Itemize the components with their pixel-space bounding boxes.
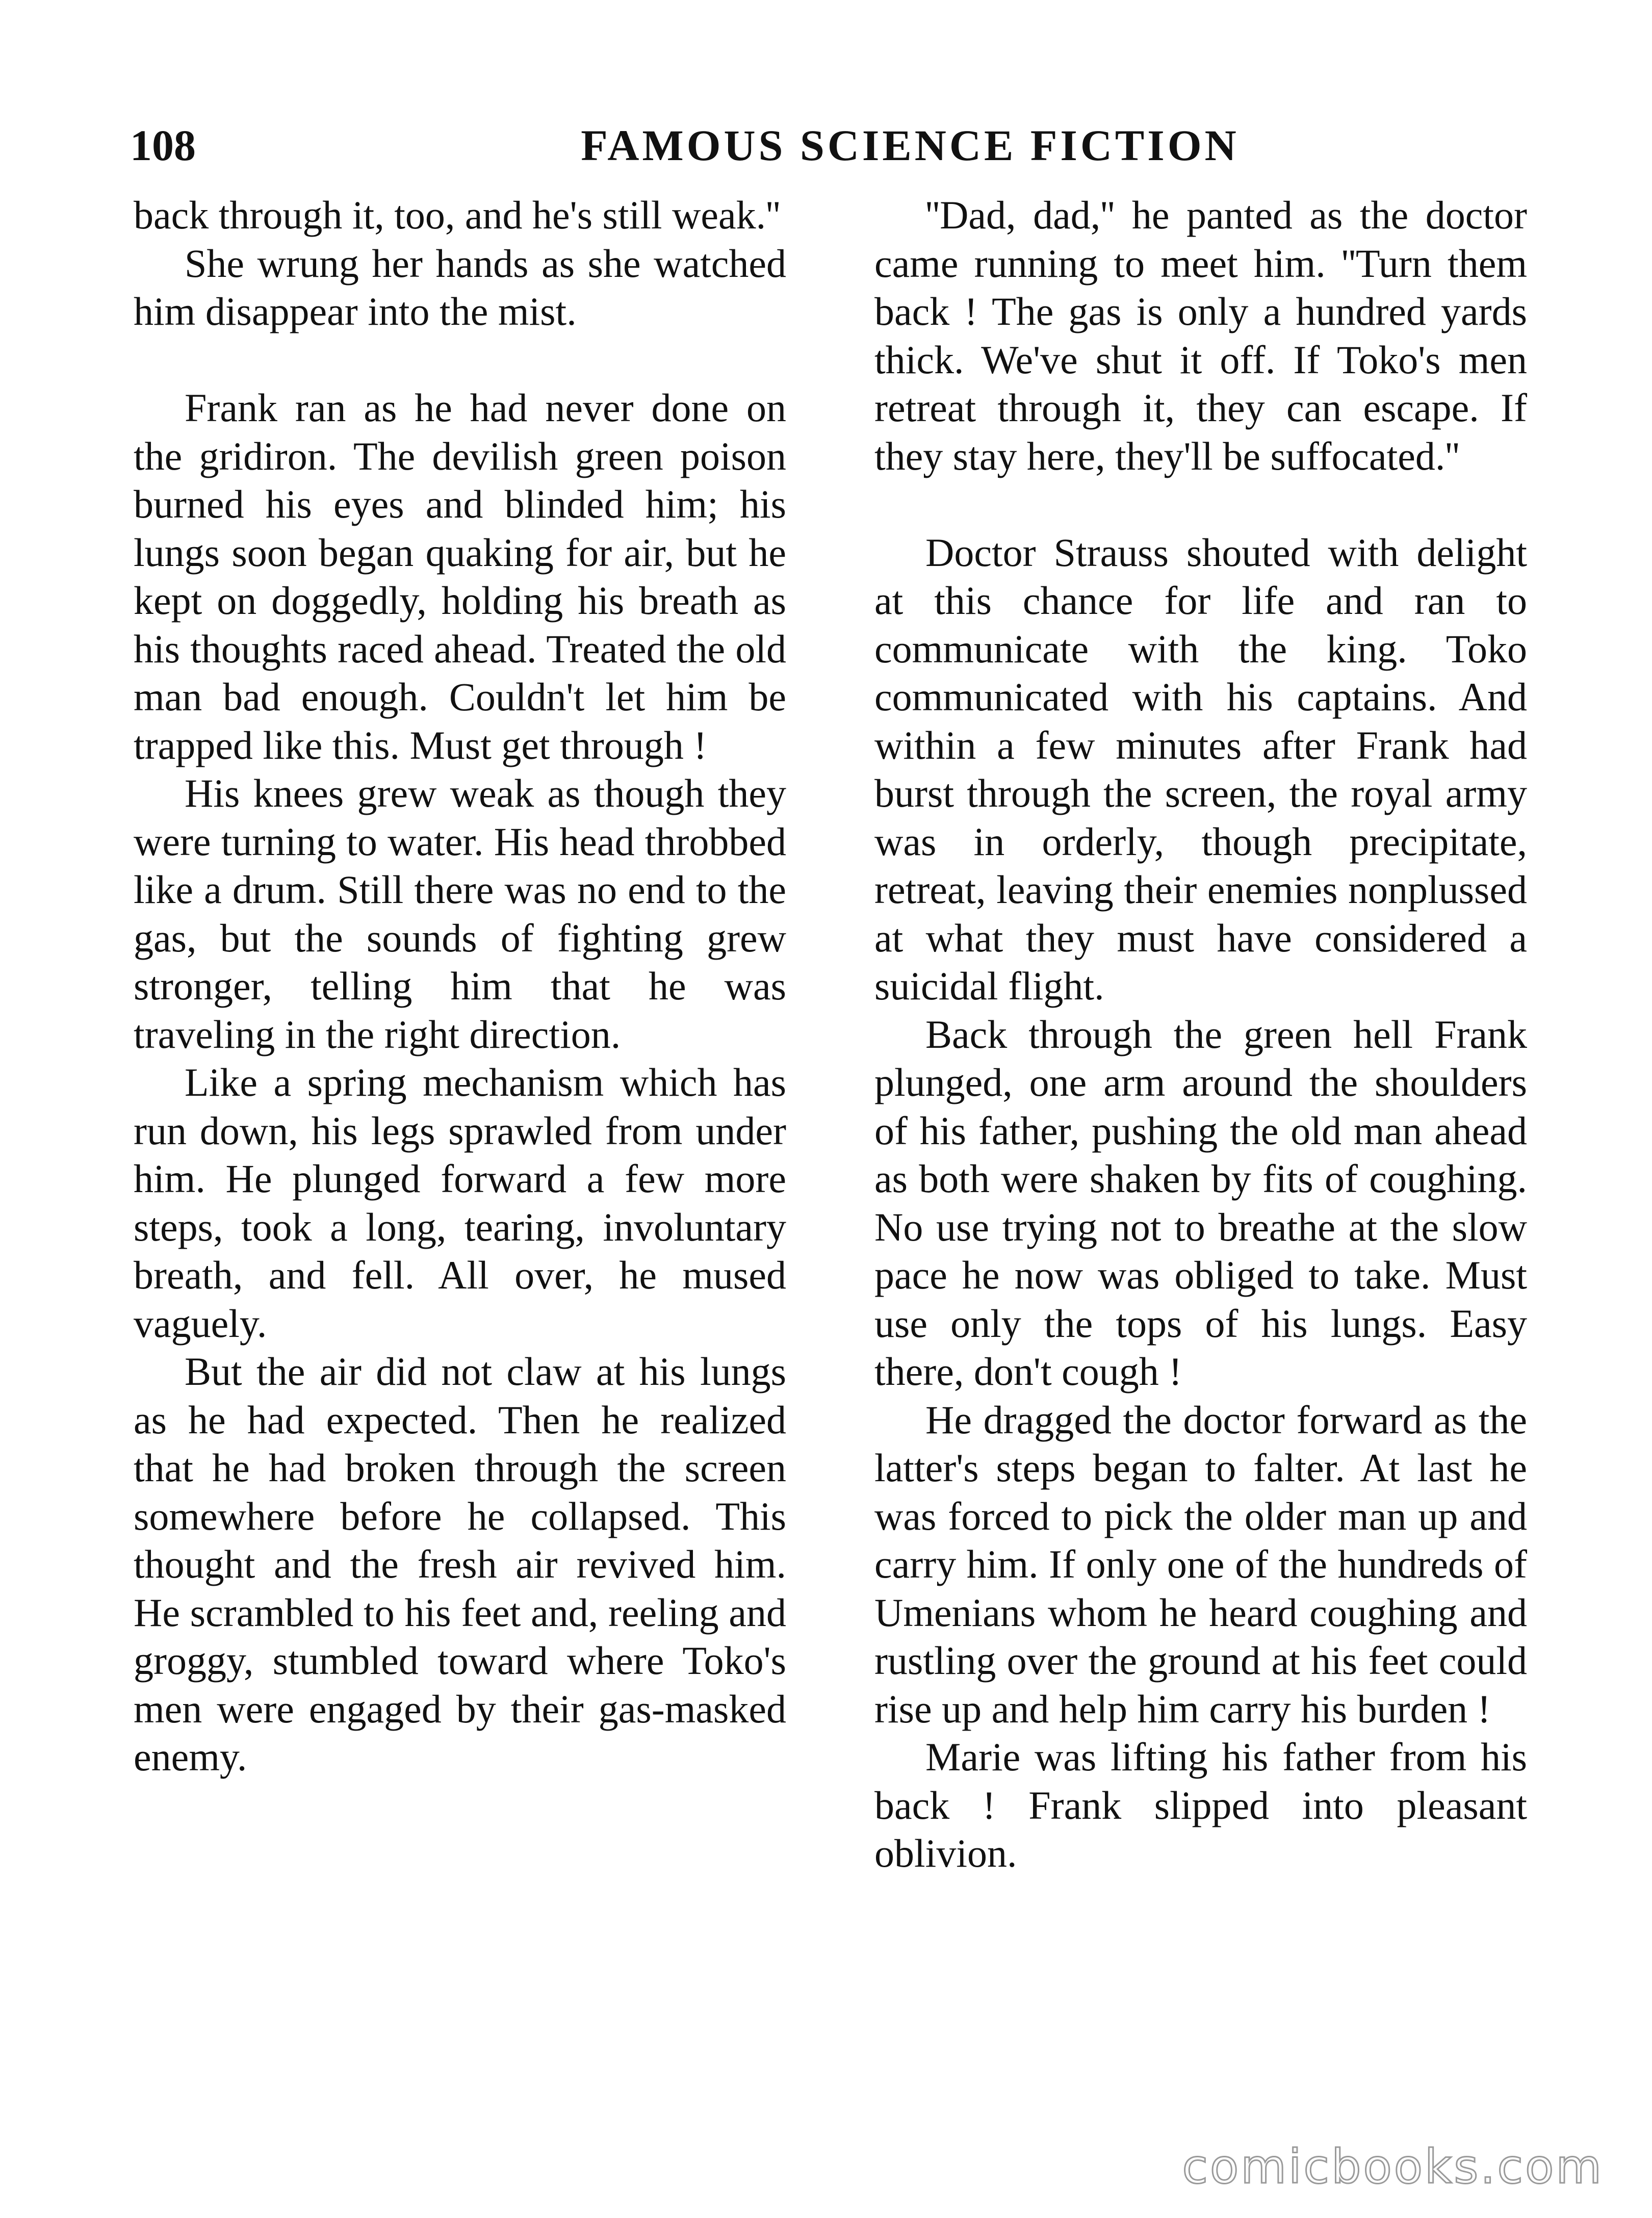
right-column xyxy=(874,191,1527,1878)
running-title: FAMOUS SCIENCE FICTION xyxy=(581,121,1240,170)
page-number: 108 xyxy=(130,121,196,170)
paragraph: back through it, too, and he's still weak.'' xyxy=(134,193,781,237)
paragraph: She wrung her hands as she watched him disappear into the mist. xyxy=(134,241,786,333)
left-column xyxy=(134,191,786,1782)
paragraph: Back through the green hell Frank plunged, one arm around the shoulders of his father, pushing the old man ahead as both were shaken by fits of coughing. No use trying not to breathe at the slow pace he now was obliged to take. Must use only the tops of his lungs. Easy there, don't cough ! xyxy=(874,1012,1527,1394)
paragraph: But the air did not claw at his lungs as he had expected. Then he realized that he had broken through the screen somewhere before he collapsed. This thought and the fresh air revived him. He scrambled to his feet and, reeling and groggy, stumbled toward where Toko's men were engaged by their gas-masked enemy. xyxy=(134,1349,786,1779)
paragraph: Like a spring mechanism which has run down, his legs sprawled from under him. He plunged forward a few more steps, took a long, tearing, involuntary breath, and fell. All over, he mused vaguely. xyxy=(134,1060,786,1346)
paragraph: Doctor Strauss shouted with delight at this chance for life and ran to communicate with the king. Toko communicated with his captains. And within a few minutes after Frank had burst through the screen, the royal army was in orderly, though precipitate, retreat, leaving their enemies nonplussed at what they must have considered a suicidal flight. xyxy=(874,530,1527,1008)
paragraph: ''Dad, dad,'' he panted as the doctor came running to meet him. ''Turn them back ! The gas is only a hundred yards thick. We've shut it off. If Toko's men retreat through it, they can escape. If they stay here, they'll be suffocated.'' xyxy=(874,193,1527,478)
page-header xyxy=(130,117,1537,173)
paragraph: His knees grew weak as though they were turning to water. His head throbbed like a drum. Still there was no end to the gas, but the sounds of fighting grew stronger, telling him that he was traveling in the right direction. xyxy=(134,771,786,1056)
paragraph: He dragged the doctor forward as the latter's steps began to falter. At last he was forced to pick the older man up and carry him. If only one of the hundreds of Umenians whom he heard coughing and rustling over the ground at his feet could rise up and help him carry his burden ! xyxy=(874,1397,1527,1731)
paragraph: Marie was lifting his father from his back ! Frank slipped into pleasant oblivion. xyxy=(874,1735,1527,1875)
paragraph: Frank ran as he had never done on the gridiron. The devilish green poison burned his eyes and blinded him; his lungs soon began quaking for air, but he kept on doggedly, holding his breath as his thoughts raced ahead. Treated the old man bad enough. Couldn't let him be trapped like this. Must get through ! xyxy=(134,385,786,767)
watermark-logo: comicbooks.com xyxy=(1182,2139,1604,2194)
